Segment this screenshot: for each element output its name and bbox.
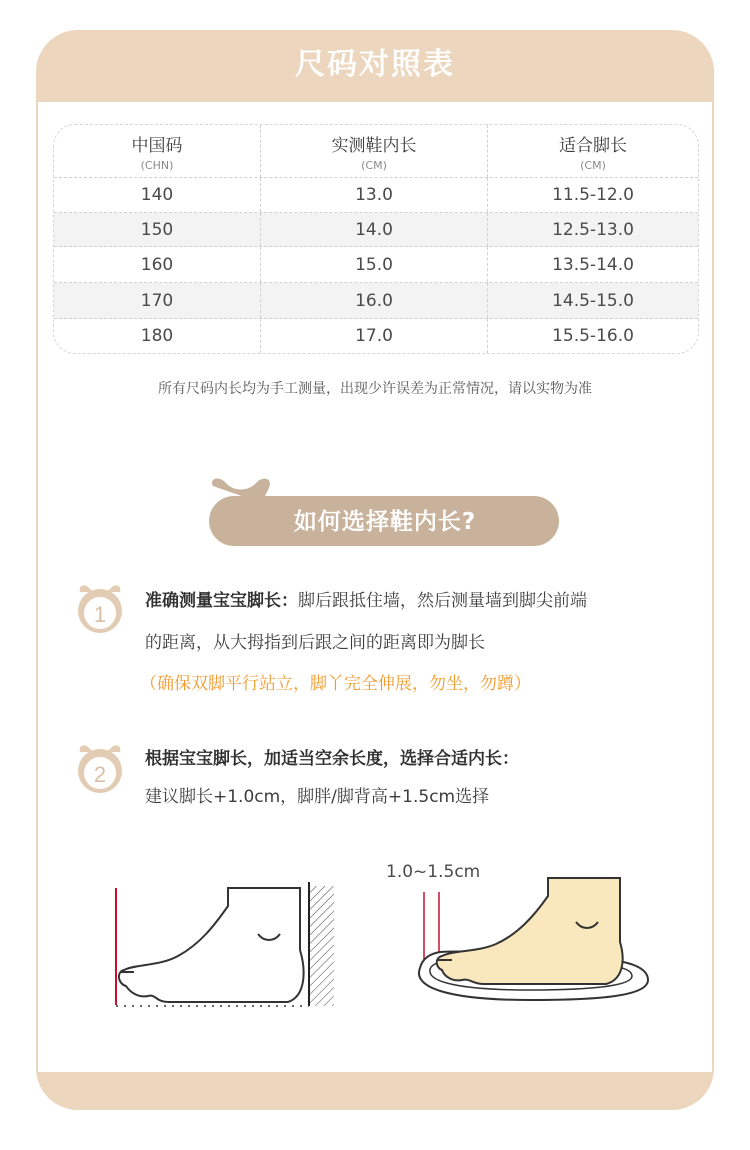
step-1-line-1	[145, 586, 587, 611]
table-cell: 170	[54, 283, 261, 318]
guide-title: 如何选择鞋内长?	[293, 509, 477, 535]
measurement-disclaimer: 所有尺码内长均为手工测量，出现少许误差为正常情况，请以实物为准	[158, 381, 592, 397]
header-foot-length: 适合脚长	[559, 135, 627, 156]
table-row	[54, 247, 698, 283]
step-2-icon	[72, 740, 128, 796]
table-cell: 150	[54, 213, 261, 246]
table-cell: 16.0	[261, 283, 488, 318]
table-cell: 160	[54, 247, 261, 282]
table-cell: 15.0	[261, 247, 488, 282]
table-cell: 11.5-12.0	[552, 185, 634, 205]
foot-against-wall-illustration	[110, 880, 340, 1015]
step-2-text: 建议脚长+1.0cm，脚胖/脚背高+1.5cm选择	[145, 787, 490, 807]
table-row	[54, 319, 698, 353]
table-cell: 180	[54, 319, 261, 353]
table-cell: 15.5-16.0	[552, 326, 634, 346]
table-row	[54, 178, 698, 213]
table-cell: 140	[54, 178, 261, 212]
step-1-warning: （确保双脚平行站立，脚丫完全伸展，勿坐，勿蹲）	[140, 674, 531, 694]
header-chinese-size: 中国码	[131, 135, 183, 156]
header-unit: (CHN)	[140, 158, 174, 172]
table-cell: 13.0	[261, 178, 488, 212]
step-1-heading: 准确测量宝宝脚长：	[145, 591, 298, 611]
table-row	[54, 213, 698, 247]
step-2-heading: 根据宝宝脚长，加适当空余长度，选择合适内长：	[145, 749, 519, 769]
header-cell	[54, 125, 261, 177]
table-cell: 12.5-13.0	[552, 219, 634, 240]
header-unit: (CM)	[361, 158, 387, 172]
table-cell: 13.5-14.0	[552, 254, 634, 275]
svg-text:2: 2	[93, 762, 107, 787]
header-cell	[261, 125, 488, 177]
table-header-row	[54, 125, 698, 178]
step-1-icon	[72, 580, 128, 636]
step-1-text: 脚后跟抵住墙，然后测量墙到脚尖前端	[298, 591, 587, 611]
page-title: 尺码对照表	[295, 47, 455, 82]
table-cell: 17.0	[261, 319, 488, 353]
size-table	[53, 124, 699, 354]
svg-text:1: 1	[93, 602, 107, 627]
table-cell: 14.0	[261, 213, 488, 246]
table-cell: 14.5-15.0	[552, 290, 634, 311]
header-cell	[488, 125, 698, 177]
foot-in-shoe-illustration	[410, 870, 660, 1010]
header-inner-length: 实测鞋内长	[331, 135, 417, 156]
header-unit: (CM)	[580, 158, 606, 172]
step-1-line-2: 的距离，从大拇指到后跟之间的距离即为脚长	[145, 633, 485, 653]
table-row	[54, 283, 698, 319]
allowance-label: 1.0~1.5cm	[386, 862, 481, 882]
